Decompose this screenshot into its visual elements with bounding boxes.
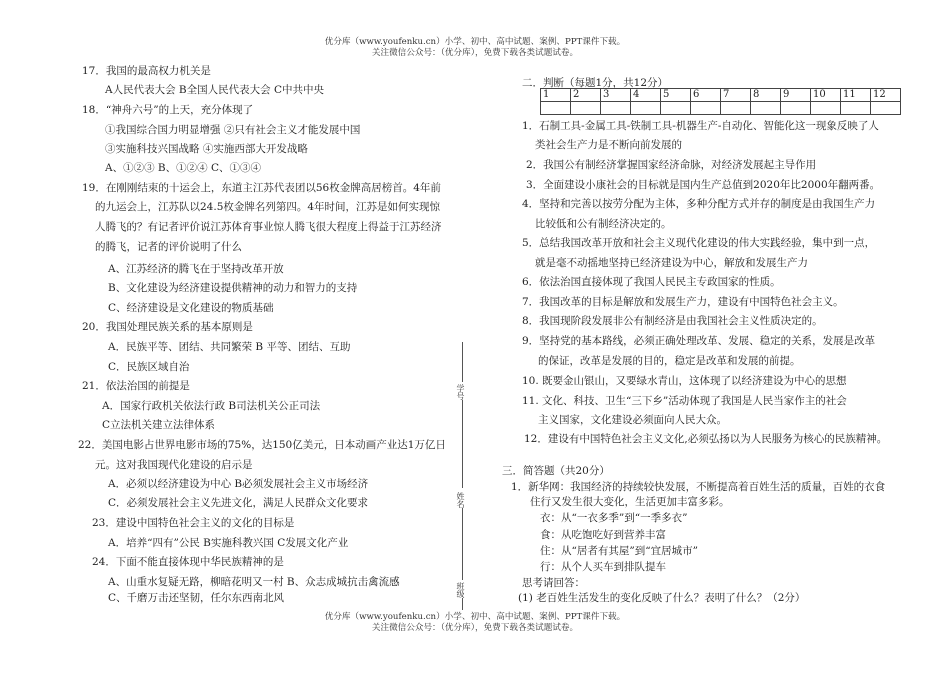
answer-cell[interactable]: 8 (751, 89, 781, 102)
header-line-2: 关注微信公众号：（优分库），免费下载各类试题试卷。 (371, 48, 579, 58)
q19-option-b: B、文化建设为经济建设提供精神的动力和智力的支持 (108, 282, 358, 294)
q18-item-b: ③实施科技兴国战略 ④实施西部大开发战略 (105, 143, 308, 155)
binding-xuehao: 学号 (456, 384, 465, 400)
judge-8: 8．我国现阶段发展非公有制经济是由我国社会主义性质决定的。 (522, 315, 823, 327)
judge-title: 二．判断（每题1分，共12分） (522, 77, 669, 89)
think-prompt: 思考请回答： (522, 577, 585, 589)
q19-line-4: 的腾飞，记者的评价说明了什么 (95, 241, 242, 253)
clothing-line: 衣：从“一衣多季”到“一季多衣” (540, 512, 688, 524)
question-17: 17．我国的最高权力机关是 (82, 65, 211, 77)
answer-blank[interactable] (811, 102, 841, 115)
binding-line (462, 400, 463, 488)
answer-cell[interactable]: 5 (661, 89, 691, 102)
q22-line-2: 元。这对我国现代化建设的启示是 (95, 459, 253, 471)
binding-line (462, 342, 463, 382)
answer-blank[interactable] (631, 102, 661, 115)
judge-9: 9．坚持党的基本路线，必须正确处理改革、发展、稳定的关系，发展是改革 (522, 335, 876, 347)
q23-options: A．培养“四有”公民 B实施科教兴国 C发展文化产业 (108, 537, 349, 549)
judge-11-cont: 主义国家，文化建设必须面向人民大众。 (538, 414, 727, 426)
page-footer (0, 612, 950, 634)
judge-6: 6．依法治国直接体现了我国人民民主专政国家的性质。 (522, 276, 781, 288)
answer-blank[interactable] (751, 102, 781, 115)
judge-12: 12．建设有中国特色社会主义文化,必须弘扬以为人民服务为核心的民族精神。 (524, 433, 888, 445)
short-q1: 1．新华网：我国经济的持续较快发展，不断提高着百姓生活的质量，百姓的衣食 (511, 481, 886, 493)
q22-option-ab: A．必须以经济建设为中心 B必须发展社会主义市场经济 (108, 478, 369, 490)
q24-option-c: C、千磨万击还坚韧，任尔东西南北风 (108, 592, 285, 604)
judge-5: 5．总结我国改革开放和社会主义现代化建设的伟大实践经验，集中到一点， (522, 237, 876, 249)
judge-1-cont: 类社会生产力是不断向前发展的 (535, 139, 682, 151)
q19-option-a: A、江苏经济的腾飞在于坚持改革开放 (108, 263, 284, 275)
q19-line-3: 人腾飞的？有记者评价说江苏体育事业惊人腾飞很大程度上得益于江苏经济 (95, 221, 442, 233)
housing-line: 住：从“居者有其屋”到“宜居城市” (540, 545, 698, 557)
footer-line-1: 优分库（www.youfenku.cn）小学、初中、高中试题、案例、PPT课件下载。 (324, 612, 626, 622)
answer-blank[interactable] (721, 102, 751, 115)
question-24: 24．下面不能直接体现中华民族精神的是 (92, 556, 284, 568)
q20-option-ab: A．民族平等、团结、共同繁荣 B 平等、团结、互助 (108, 341, 351, 353)
answer-cell[interactable]: 6 (691, 89, 721, 102)
q21-option-ab: A．国家行政机关依法行政 B司法机关公正司法 (102, 400, 321, 412)
judge-4-cont: 比较低和公有制经济决定的。 (535, 218, 672, 230)
question-23: 23．建设中国特色社会主义的文化的目标是 (92, 517, 295, 529)
q19-line-2: 的九运会上，江苏队以24.5枚金牌名列第四。4年时间，江苏是如何实现惊 (95, 201, 441, 213)
judge-5-cont: 就是毫不动摇地坚持已经济建设为中心，解放和发展生产力 (535, 257, 808, 269)
answer-cell[interactable]: 11 (841, 89, 871, 102)
binding-line (462, 598, 463, 610)
question-20: 20．我国处理民族关系的基本原则是 (82, 321, 253, 333)
question-22: 22．美国电影占世界电影市场的75%，达150亿美元，日本动画产业达1万亿日 (78, 439, 446, 451)
answer-blank[interactable] (541, 102, 571, 115)
answer-cell[interactable]: 12 (871, 89, 901, 102)
judge-9-cont: 的保证，改革是发展的目的，稳定是改革和发展的前提。 (538, 355, 801, 367)
answer-blank[interactable] (871, 102, 901, 115)
section-3-title: 三．简答题（共20分） (502, 465, 610, 477)
binding-xingming: 姓名 (456, 492, 465, 508)
question-19: 19．在刚刚结束的十运会上，东道主江苏代表团以56枚金牌高居榜首。4年前 (82, 182, 441, 194)
answer-grid (540, 88, 901, 115)
question-21: 21．依法治国的前提是 (82, 380, 190, 392)
footer-line-2: 关注微信公众号：（优分库），免费下载各类试题试卷。 (371, 623, 579, 633)
answer-cell[interactable]: 2 (571, 89, 601, 102)
q18-options: A、①②③ B、①②④ C、①③④ (105, 162, 262, 174)
answer-blank[interactable] (601, 102, 631, 115)
binding-line (462, 508, 463, 580)
food-line: 食：从吃饱吃好到营养丰富 (540, 529, 666, 541)
answer-blank[interactable] (661, 102, 691, 115)
short-q1-cont: 住行又发生很大变化，生活更加丰富多彩。 (530, 496, 730, 508)
judge-3: 3．全面建设小康社会的目标就是国内生产总值到2020年比2000年翻两番。 (526, 179, 881, 191)
header-line-1: 优分库（www.youfenku.cn）小学、初中、高中试题、案例、PPT课件下载。 (324, 37, 626, 47)
q24-option-ab: A、山重水复疑无路，柳暗花明又一村 B、众志成城抗击禽流感 (108, 576, 400, 588)
answer-cell[interactable]: 7 (721, 89, 751, 102)
judge-11: 11. 文化、科技、卫生“三下乡”活动体现了我国是人民当家作主的社会 (522, 395, 847, 407)
q21-option-c: C立法机关建立法律体系 (102, 419, 216, 431)
page-header (0, 37, 950, 59)
binding-banji: 班级 (456, 582, 465, 598)
short-q1-sub1: (1) 老百姓生活发生的变化反映了什么？表明了什么？（2分） (518, 592, 806, 604)
judge-10: 10. 既要金山银山，又要绿水青山，这体现了以经济建设为中心的思想 (522, 375, 847, 387)
q19-option-c: C、经济建设是文化建设的物质基础 (108, 302, 274, 314)
judge-4: 4．坚持和完善以按劳分配为主体，多种分配方式并存的制度是由我国生产力 (522, 198, 876, 210)
answer-blank[interactable] (781, 102, 811, 115)
judge-1: 1．石制工具-金属工具-铁制工具-机器生产-自动化、智能化这一现象反映了人 (522, 120, 879, 132)
answer-cell[interactable]: 10 (811, 89, 841, 102)
answer-blank[interactable] (571, 102, 601, 115)
q17-options: A人民代表大会 B全国人民代表大会 C中共中央 (105, 84, 325, 96)
answer-cell[interactable]: 9 (781, 89, 811, 102)
q22-option-c: C．必须发展社会主义先进文化，满足人民群众文化要求 (108, 497, 369, 509)
q18-item-a: ①我国综合国力明显增强 ②只有社会主义才能发展中国 (105, 124, 361, 136)
answer-cell[interactable]: 3 (601, 89, 631, 102)
answer-cell[interactable]: 4 (631, 89, 661, 102)
judge-7: 7．我国改革的目标是解放和发展生产力，建设有中国特色社会主义。 (522, 296, 844, 308)
answer-blank[interactable] (841, 102, 871, 115)
q20-option-c: C．民族区域自治 (108, 361, 190, 373)
travel-line: 行：从个人买车到排队提车 (540, 561, 666, 573)
answer-cell[interactable]: 1 (541, 89, 571, 102)
question-18: 18．“神舟六号”的上天，充分体现了 (82, 104, 254, 116)
judge-2: 2．我国公有制经济掌握国家经济命脉，对经济发展起主导作用 (526, 159, 817, 171)
answer-blank[interactable] (691, 102, 721, 115)
